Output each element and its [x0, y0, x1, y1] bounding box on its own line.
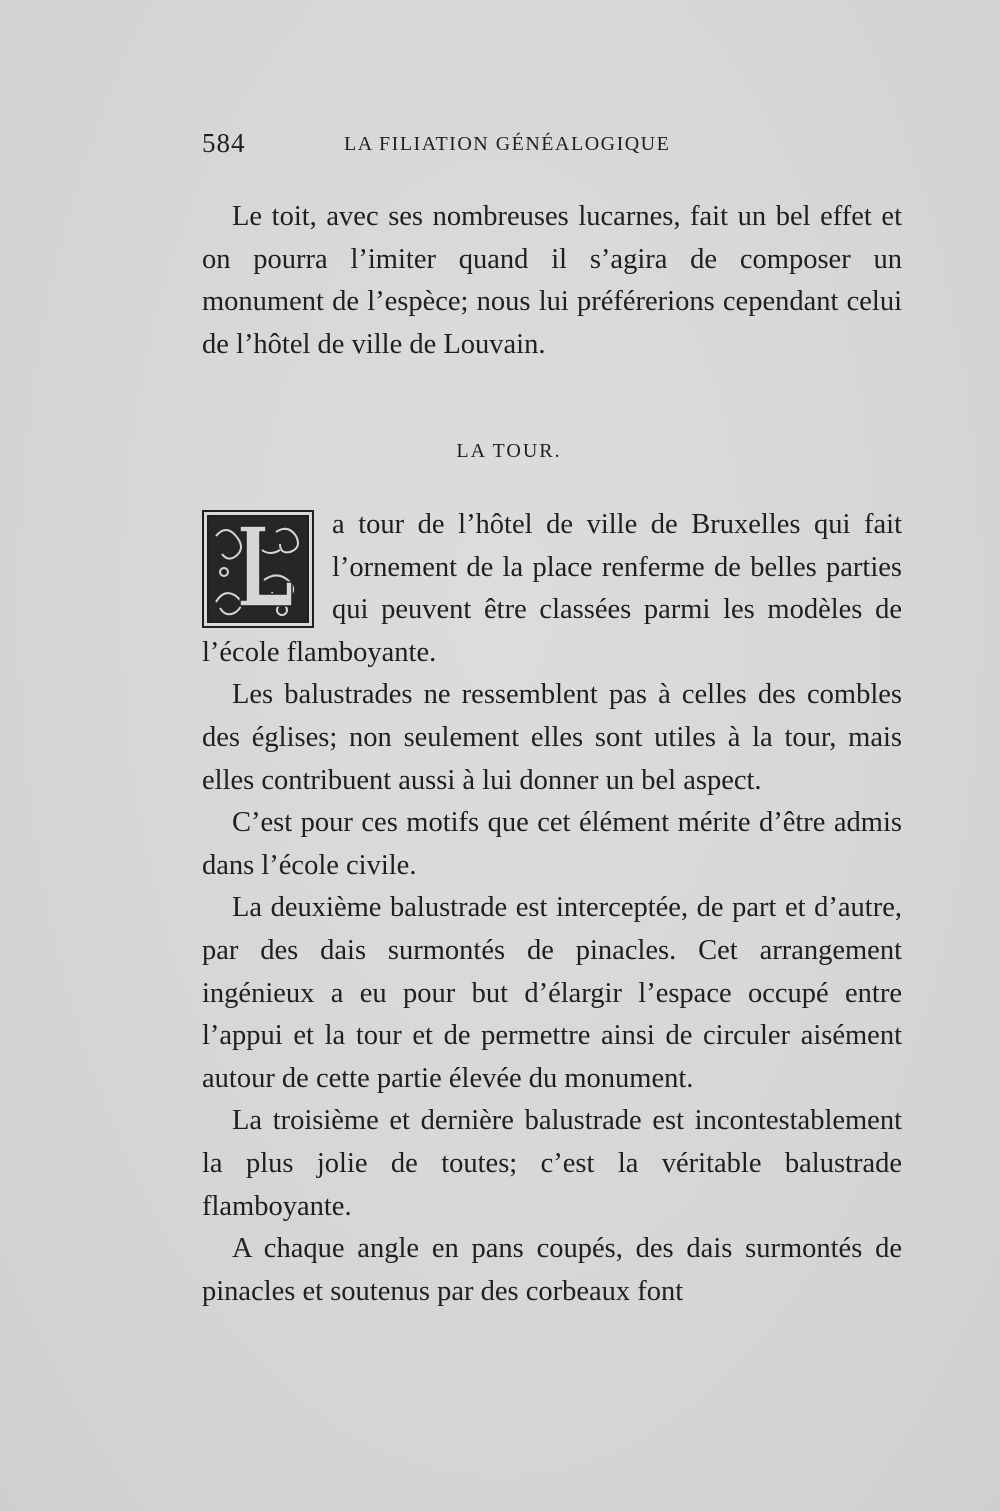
section-title: LA TOUR.: [456, 440, 562, 462]
paragraph-text: a tour de l’hôtel de ville de Bruxelles qui fait l’ornement de la place renferme de belles parties qui peuvent être classées parmi les modèles de l’école flamboyante.: [202, 509, 902, 668]
paragraph-third-balustrade: La troisième et dernière balustrade est incontestablement la plus jolie de toutes; c’est la véritable balustrade flamboyante.: [202, 1105, 902, 1222]
paragraph-angles: A chaque angle en pans coupés, des dais surmontés de pinacles et soutenus par des corbeaux font: [202, 1233, 902, 1307]
section-body: [202, 504, 902, 1313]
paragraph-second-balustrade: La deuxième balustrade est interceptée, de part et d’autre, par des dais surmontés de pinacles. Cet arrangement ingénieux a eu pour but d’élargir l’espace occupé entre l’appui et la tour et de permettre ainsi de circuler aisément autour de cette partie élevée du monument.: [202, 892, 902, 1094]
running-title: LA FILIATION GÉNÉALOGIQUE: [344, 133, 671, 155]
paragraph-roof: [202, 196, 902, 366]
ornamental-initial-icon: [202, 510, 314, 628]
paragraph-text: Le toit, avec ses nombreuses lucarnes, fait un bel effet et on pourra l’imiter quand il s’agira de composer un monument de l’espèce; nous lui préférerions cependant celui de l’hôtel de ville de Louvain.: [202, 201, 902, 360]
paragraph-tower: [202, 504, 902, 674]
paragraph-motifs: C’est pour ces motifs que cet élément mérite d’être admis dans l’école civile.: [202, 807, 902, 881]
page-number: 584: [202, 128, 246, 158]
paragraph-balustrades: Les balustrades ne ressemblent pas à celles des combles des églises; non seulement elles sont utiles à la tour, mais elles contribuent aussi à lui donner un bel aspect.: [202, 679, 902, 796]
page-header: [202, 128, 902, 164]
